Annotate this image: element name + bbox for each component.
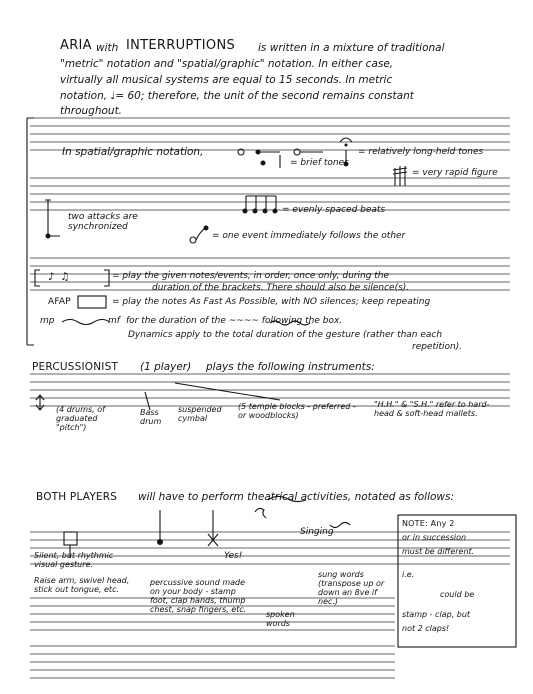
dynamics-line: Dynamics apply to the total duration of the gesture (rather than each <box>128 330 443 340</box>
afap-line: = play the notes As Fast As Possible, with NO silences; keep repeating <box>112 297 431 307</box>
raise-arm-label: Raise arm, swivel head, stick out tongue, etc. <box>34 576 130 594</box>
evenly-spaced-label: = evenly spaced beats <box>282 205 386 215</box>
hh-sh-label: "H.H." & "S.H." refer to hard-head & soft-head mallets. <box>374 400 490 418</box>
title-aria: ARIA <box>60 38 92 53</box>
intro-line-1: is written in a mixture of traditional <box>258 42 445 54</box>
drums-label: (4 drums, of graduated "pitch") <box>56 405 105 432</box>
note-line-3: must be different. <box>402 547 475 556</box>
dyn-mp: mp <box>40 316 55 326</box>
silent-gesture-label: Silent, but rhythmic visual gesture. <box>34 551 114 569</box>
percussion-heading-rest: plays the following instruments: <box>206 361 375 373</box>
bracket-symbol: ♪ ♫ <box>48 270 69 283</box>
yes-label: Yes! <box>224 551 243 561</box>
repetition-label: repetition). <box>412 342 463 352</box>
bracket-line-2: duration of the brackets. There should also be silence(s). <box>152 283 410 293</box>
intro-line-5: throughout. <box>60 105 123 117</box>
note-ie: i.e. <box>402 570 415 579</box>
intro-line-2: "metric" notation and "spatial/graphic" notation. In either case, <box>60 58 394 70</box>
percussion-heading: PERCUSSIONIST <box>32 361 119 373</box>
both-players-heading-rest: will have to perform theatrical activities, notated as follows: <box>138 491 455 503</box>
percussion-player: (1 player) <box>140 361 192 373</box>
spoken-words-label: spoken words <box>266 610 295 628</box>
sung-words-label: sung words (transpose up or down an 8ve if nec.) <box>318 570 385 606</box>
note-stamp: stamp - clap, but <box>402 610 471 619</box>
long-tones-label: = relatively long-held tones <box>358 147 484 157</box>
title-interruptions: INTERRUPTIONS <box>126 38 236 53</box>
temple-blocks-label: (5 temple blocks - preferred - or woodblocks) <box>238 402 356 420</box>
afap-label: AFAP <box>48 297 71 307</box>
singing-label: Singing <box>300 527 334 537</box>
note-line-1: NOTE: Any 2 <box>402 519 455 528</box>
title-with: with <box>96 42 119 54</box>
suspended-cymbal-label: suspended cymbal <box>178 405 222 423</box>
bracket-line-1: = play the given notes/events, in order, once only, during the <box>112 271 390 281</box>
note-could-be: could be <box>440 590 475 599</box>
dyn-mf: mf <box>108 316 120 326</box>
intro-line-3: virtually all musical systems are equal to 15 seconds. In metric <box>60 74 393 86</box>
rapid-figure-label: = very rapid figure <box>412 168 498 178</box>
spatial-heading: In spatial/graphic notation, <box>62 146 204 158</box>
immediately-follows-label: = one event immediately follows the other <box>212 231 406 241</box>
intro-line-4: notation, ♩= 60; therefore, the unit of the second remains constant <box>60 90 414 102</box>
note-line-2: or in succession <box>402 533 467 542</box>
note-not: not 2 claps! <box>402 624 450 633</box>
two-attacks-label: two attacks are synchronized <box>68 212 138 232</box>
bass-drum-label: Bass drum <box>140 408 162 426</box>
both-players-heading: BOTH PLAYERS <box>36 491 118 503</box>
duration-line: for the duration of the ~~~~ following the box. <box>126 316 343 326</box>
brief-tones-label: = brief tones <box>290 158 349 168</box>
percussive-label: percussive sound made on your body - stamp foot, clap hands, thump chest, snap fingers, etc. <box>150 578 247 614</box>
